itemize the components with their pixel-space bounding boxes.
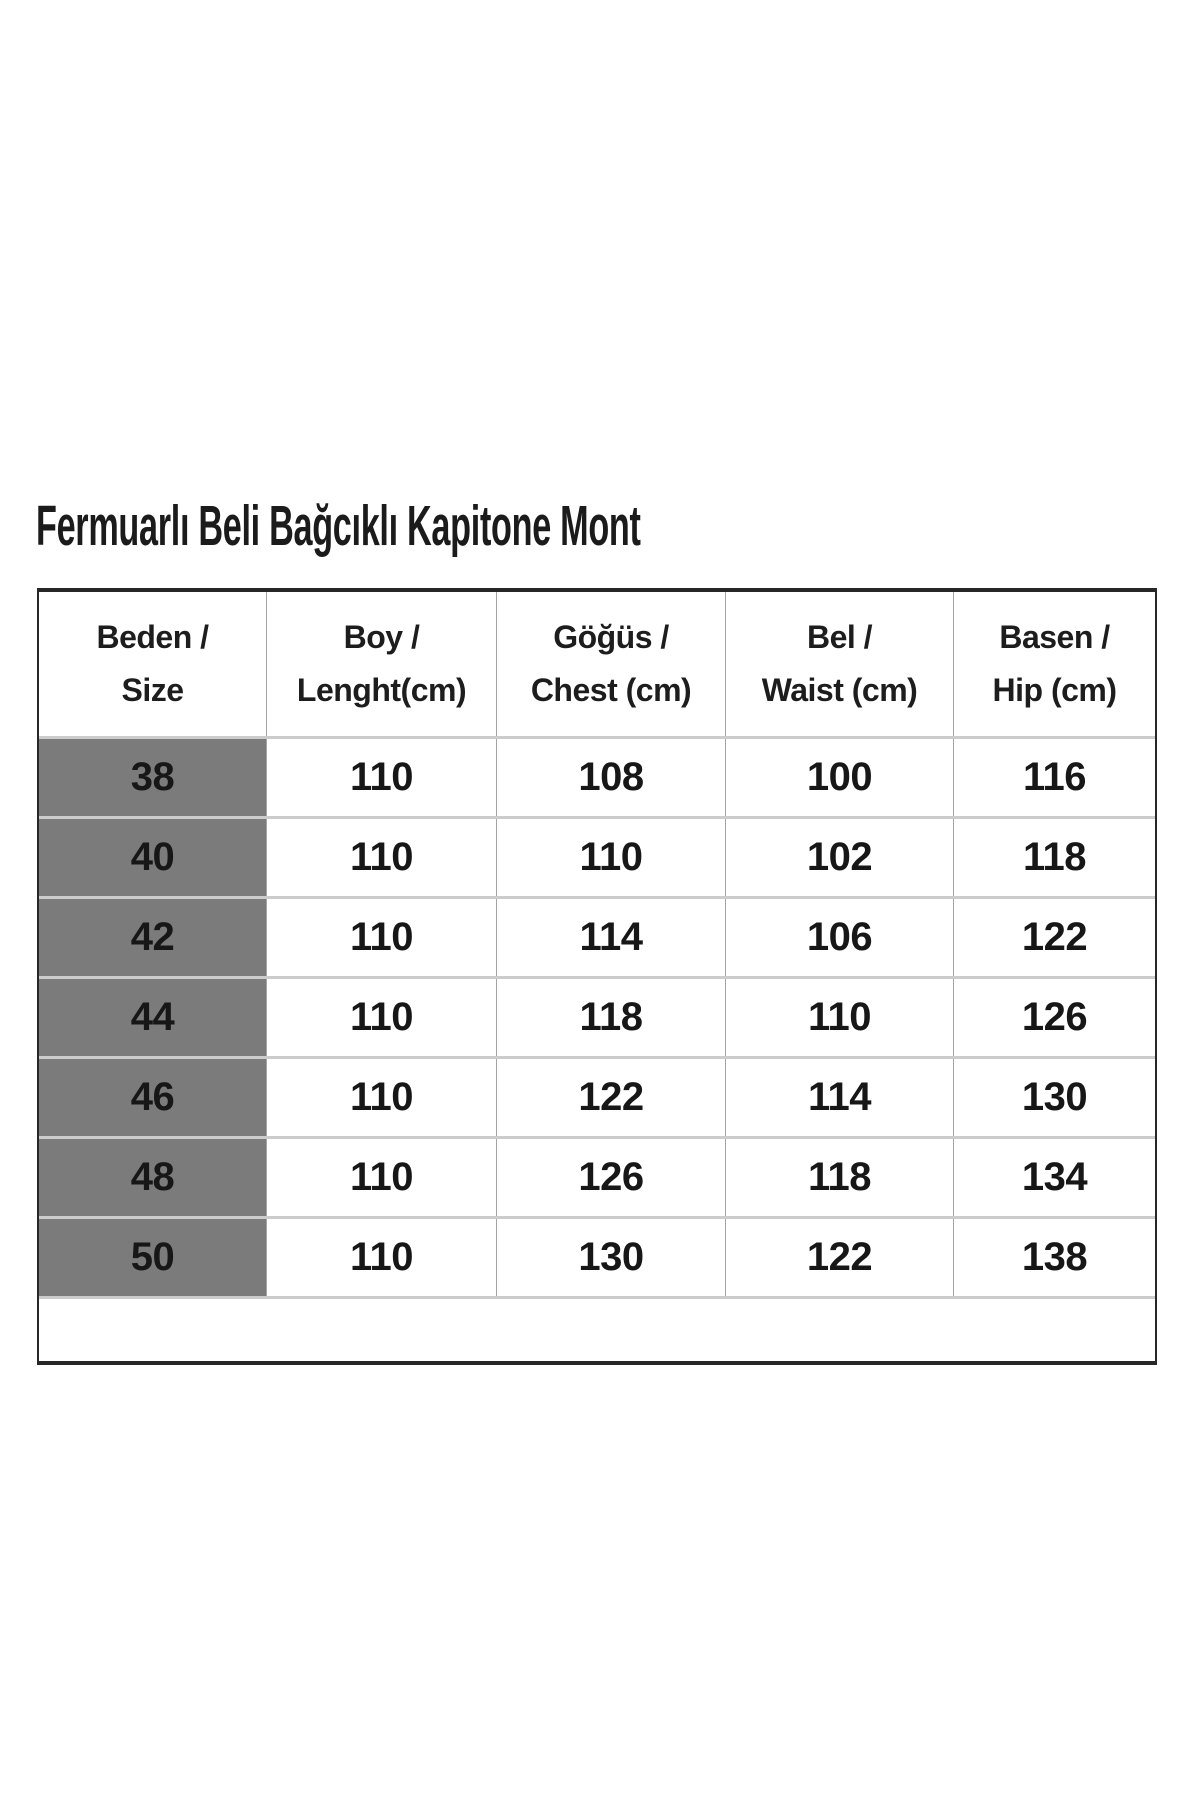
- waist-cell: 100: [725, 739, 953, 816]
- length-cell: 110: [266, 1059, 496, 1136]
- size-cell: 44: [39, 979, 266, 1056]
- header-line: Hip (cm): [992, 672, 1117, 708]
- chest-cell: 108: [496, 739, 725, 816]
- table-header-row: [39, 592, 1155, 736]
- size-cell: 38: [39, 739, 266, 816]
- table-footer-spacer: [39, 1296, 1155, 1361]
- size-cell: 48: [39, 1139, 266, 1216]
- chest-cell: 122: [496, 1059, 725, 1136]
- waist-cell: 118: [725, 1139, 953, 1216]
- hip-cell: 116: [953, 739, 1155, 816]
- hip-cell: 138: [953, 1219, 1155, 1296]
- hip-cell: 118: [953, 819, 1155, 896]
- table-row: [39, 1216, 1155, 1296]
- chest-cell: 110: [496, 819, 725, 896]
- chest-cell: 114: [496, 899, 725, 976]
- size-cell: 50: [39, 1219, 266, 1296]
- table-row: [39, 896, 1155, 976]
- size-cell: 42: [39, 899, 266, 976]
- size-cell: 46: [39, 1059, 266, 1136]
- length-cell: 110: [266, 899, 496, 976]
- table-row: [39, 736, 1155, 816]
- waist-cell: 110: [725, 979, 953, 1056]
- header-cell-chest: [496, 592, 725, 736]
- waist-cell: 122: [725, 1219, 953, 1296]
- length-cell: 110: [266, 1219, 496, 1296]
- product-title: Fermuarlı Beli Bağcıklı Kapitone Mont: [36, 494, 641, 558]
- table-row: [39, 1136, 1155, 1216]
- length-cell: 110: [266, 739, 496, 816]
- header-line: Waist (cm): [761, 672, 918, 708]
- table-row: [39, 816, 1155, 896]
- header-line: Göğüs /: [553, 619, 669, 655]
- header-line: Lenght(cm): [296, 672, 467, 708]
- header-line: Boy /: [343, 619, 420, 655]
- size-table: [37, 588, 1157, 1365]
- table-row: [39, 1056, 1155, 1136]
- chest-cell: 118: [496, 979, 725, 1056]
- hip-cell: 134: [953, 1139, 1155, 1216]
- waist-cell: 102: [725, 819, 953, 896]
- waist-cell: 114: [725, 1059, 953, 1136]
- length-cell: 110: [266, 1139, 496, 1216]
- header-line: Beden /: [96, 619, 209, 655]
- header-line: Size: [121, 672, 184, 708]
- length-cell: 110: [266, 979, 496, 1056]
- hip-cell: 126: [953, 979, 1155, 1056]
- header-line: Chest (cm): [530, 672, 692, 708]
- length-cell: 110: [266, 819, 496, 896]
- header-line: Basen /: [999, 619, 1110, 655]
- waist-cell: 106: [725, 899, 953, 976]
- header-cell-waist: [725, 592, 953, 736]
- header-cell-length: [266, 592, 496, 736]
- hip-cell: 122: [953, 899, 1155, 976]
- header-cell-hip: [953, 592, 1155, 736]
- chest-cell: 126: [496, 1139, 725, 1216]
- header-line: Bel /: [806, 619, 873, 655]
- chest-cell: 130: [496, 1219, 725, 1296]
- header-cell-size: [39, 592, 266, 736]
- size-cell: 40: [39, 819, 266, 896]
- table-row: [39, 976, 1155, 1056]
- hip-cell: 130: [953, 1059, 1155, 1136]
